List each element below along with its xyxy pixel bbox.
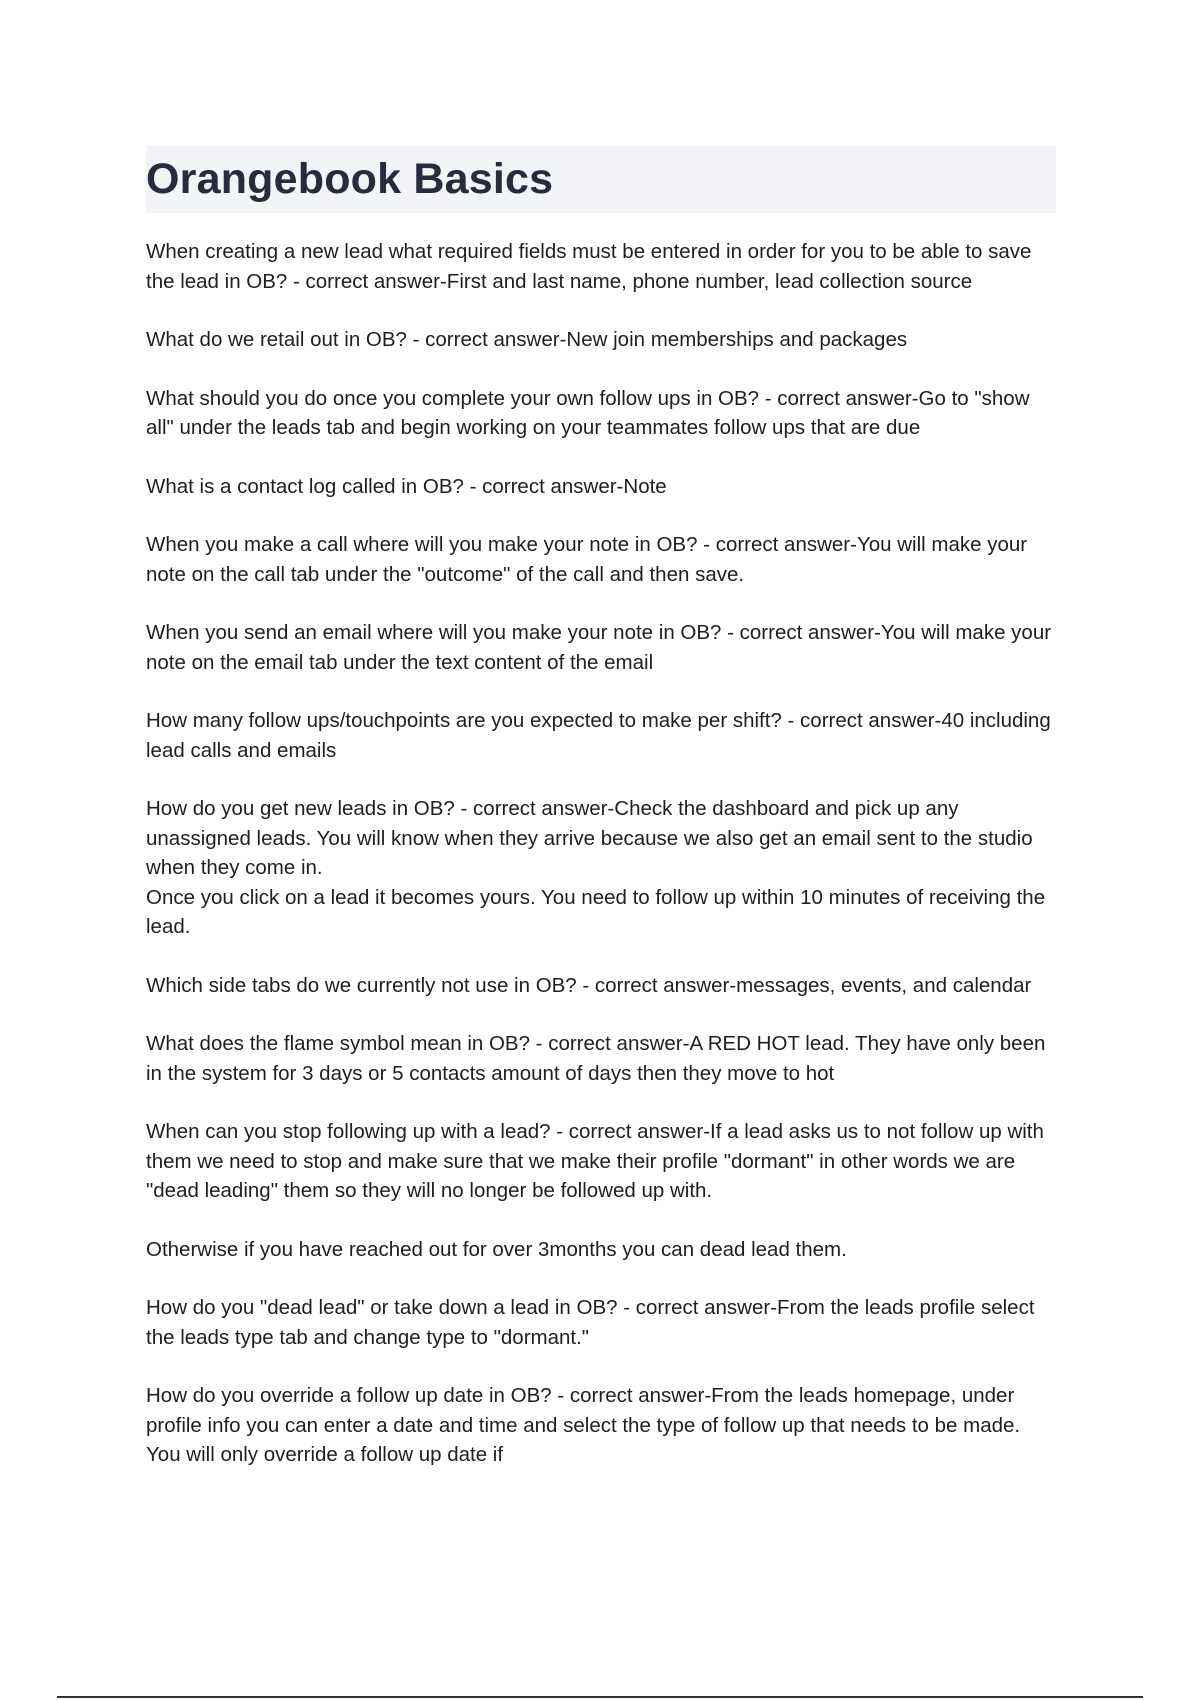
- qa-entry: [146, 472, 1056, 502]
- qa-text: What does the flame symbol mean in OB? - correct answer-A RED HOT lead. They have only been in the system for 3 days or 5 contacts amount of days then they move to hot: [146, 1032, 1046, 1085]
- qa-entry: [146, 384, 1056, 443]
- qa-text: What should you do once you complete your own follow ups in OB? - correct answer-Go to "show all" under the leads tab and begin working on your teammates follow ups that are due: [146, 386, 1030, 439]
- qa-entry: [146, 530, 1056, 589]
- qa-entry: [146, 1293, 1056, 1352]
- document-page: [146, 146, 1056, 1499]
- qa-text: What do we retail out in OB? - correct answer-New join memberships and packages: [146, 328, 908, 351]
- qa-text: When you make a call where will you make your note in OB? - correct answer-You will make your note on the call tab under the "outcome" of the call and then save.: [146, 533, 1028, 586]
- qa-entry: [146, 794, 1056, 942]
- title-band: [146, 146, 1056, 213]
- qa-text: How do you get new leads in OB? - correct answer-Check the dashboard and pick up any unassigned leads. You will know when they arrive because we also get an email sent to the studio when they come in.: [146, 797, 1033, 879]
- qa-text: Otherwise if you have reached out for over 3months you can dead lead them.: [146, 1237, 847, 1261]
- qa-entry: [146, 1117, 1056, 1206]
- qa-text: When can you stop following up with a lead? - correct answer-If a lead asks us to not follow up with them we need to stop and make sure that we make their profile "dormant" in other words we are "dead leading" them so they will no longer be followed up with.: [146, 1120, 1044, 1202]
- qa-text-continued: Once you click on a lead it becomes yours. You need to follow up within 10 minutes of receiving the lead.: [146, 885, 1046, 938]
- qa-entry: [146, 706, 1056, 765]
- qa-text: When you send an email where will you make your note in OB? - correct answer-You will make your note on the email tab under the text content of the email: [146, 621, 1052, 674]
- qa-entry: [146, 1381, 1056, 1470]
- qa-entry: [146, 1235, 1056, 1265]
- qa-text: When creating a new lead what required fields must be entered in order for you to be able to save the lead in OB? - correct answer-First and last name, phone number, lead collection source: [146, 240, 1032, 293]
- qa-text: How many follow ups/touchpoints are you expected to make per shift? - correct answer-40 including lead calls and emails: [146, 709, 1051, 762]
- qa-text: Which side tabs do we currently not use in OB? - correct answer-messages, events, and calendar: [146, 973, 1032, 997]
- qa-entry: [146, 1029, 1056, 1088]
- qa-entry: [146, 618, 1056, 677]
- footer-divider: [57, 1696, 1143, 1698]
- qa-text: How do you override a follow up date in OB? - correct answer-From the leads homepage, under profile info you can enter a date and time and select the type of follow up that needs to be made. You will only override a follow up date if: [146, 1384, 1021, 1466]
- page-title: Orangebook Basics: [146, 155, 554, 203]
- qa-text: What is a contact log called in OB? - correct answer-Note: [146, 474, 667, 498]
- qa-entry: [146, 325, 1056, 355]
- qa-entry: [146, 971, 1056, 1001]
- qa-text: How do you "dead lead" or take down a lead in OB? - correct answer-From the leads profile select the leads type tab and change type to "dormant.": [146, 1296, 1035, 1349]
- qa-entry: [146, 237, 1056, 296]
